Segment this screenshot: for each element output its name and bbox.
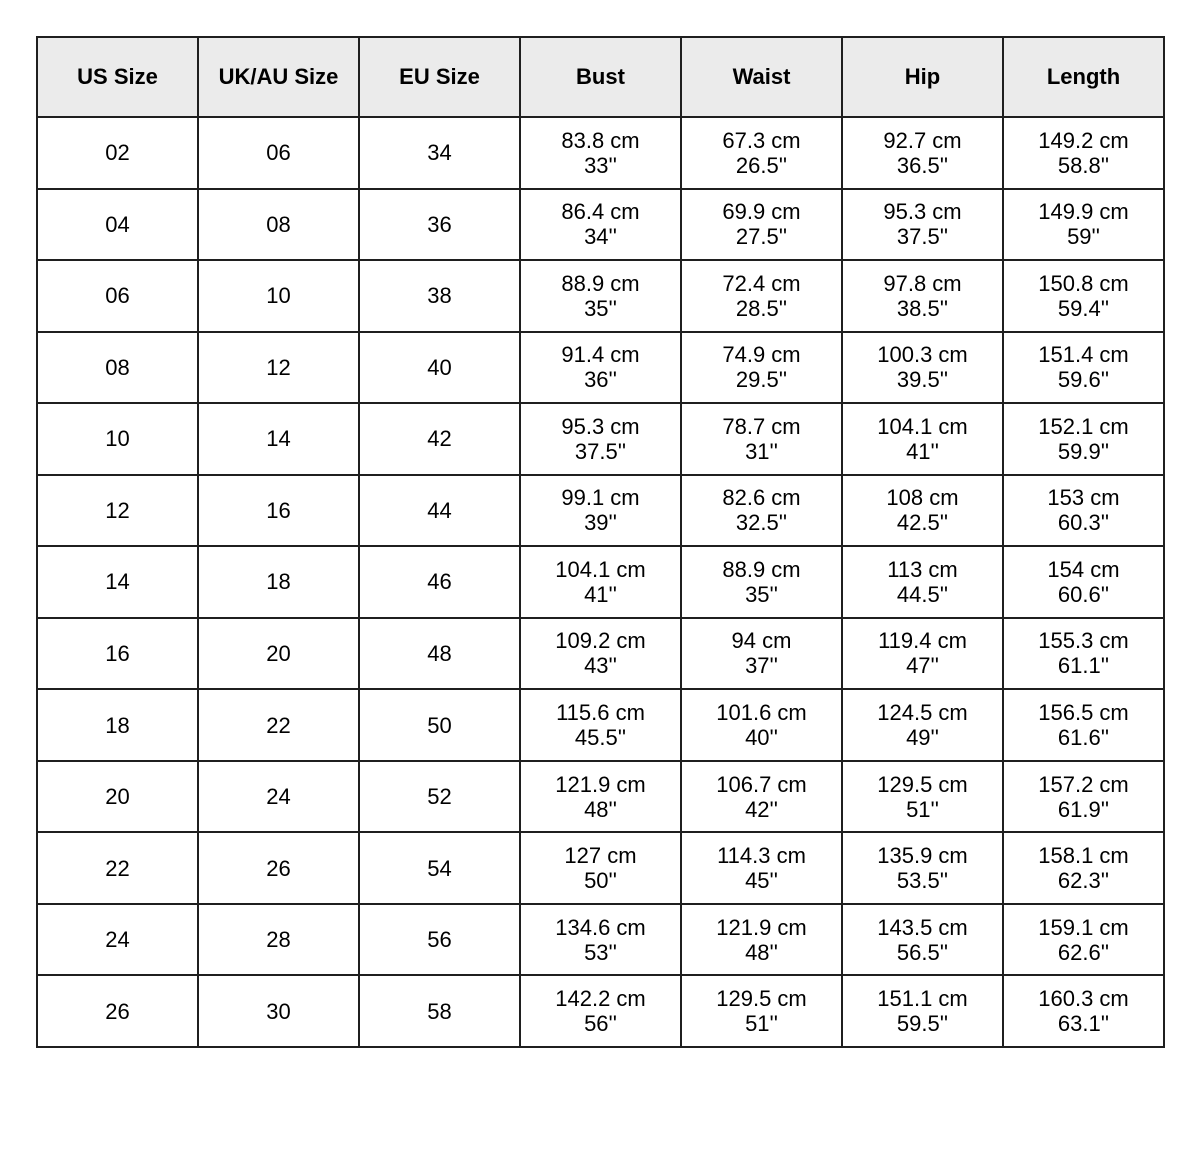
eu-size-cell: 42 — [359, 403, 520, 475]
us-size-cell: 22 — [37, 832, 198, 904]
cm-value: 150.8 cm — [1038, 270, 1129, 296]
uk-au-size-cell: 20 — [198, 618, 359, 690]
length-cell — [1003, 189, 1164, 261]
hip-cell — [842, 260, 1003, 332]
inch-value: 61.9'' — [1057, 796, 1110, 822]
cm-value: 69.9 cm — [722, 199, 801, 225]
eu-size-cell: 40 — [359, 332, 520, 404]
inch-value: 56'' — [584, 1011, 617, 1037]
cm-value: 156.5 cm — [1038, 700, 1129, 726]
cm-value: 119.4 cm — [878, 628, 967, 654]
cm-value: 153 cm — [1047, 485, 1120, 511]
length-cell — [1003, 761, 1164, 833]
cm-value: 99.1 cm — [561, 485, 640, 511]
header-length: Length — [1003, 37, 1164, 117]
waist-cell — [681, 689, 842, 761]
inch-value: 45.5'' — [574, 725, 627, 751]
bust-cell — [520, 403, 681, 475]
inch-value: 28.5'' — [735, 295, 788, 321]
cm-value: 95.3 cm — [561, 413, 640, 439]
cm-value: 154 cm — [1047, 556, 1120, 582]
bust-cell — [520, 117, 681, 189]
cm-value: 74.9 cm — [722, 342, 801, 368]
bust-cell — [520, 832, 681, 904]
header-us-size: US Size — [37, 37, 198, 117]
inch-value: 38.5'' — [896, 295, 949, 321]
uk-au-size-cell: 30 — [198, 975, 359, 1047]
cm-value: 129.5 cm — [877, 771, 968, 797]
us-size-cell: 08 — [37, 332, 198, 404]
cm-value: 109.2 cm — [555, 628, 646, 654]
inch-value: 58.8'' — [1057, 152, 1110, 178]
cm-value: 114.3 cm — [717, 843, 806, 869]
header-waist: Waist — [681, 37, 842, 117]
length-cell — [1003, 904, 1164, 976]
eu-size-cell: 34 — [359, 117, 520, 189]
bust-cell — [520, 689, 681, 761]
eu-size-cell: 58 — [359, 975, 520, 1047]
cm-value: 92.7 cm — [883, 127, 962, 153]
cm-value: 88.9 cm — [561, 270, 640, 296]
table-row — [37, 761, 1164, 833]
inch-value: 42'' — [745, 796, 778, 822]
inch-value: 34'' — [584, 224, 617, 250]
header-eu-size: EU Size — [359, 37, 520, 117]
cm-value: 121.9 cm — [716, 914, 807, 940]
cm-value: 106.7 cm — [716, 771, 807, 797]
hip-cell — [842, 475, 1003, 547]
inch-value: 39.5'' — [896, 367, 949, 393]
length-cell — [1003, 475, 1164, 547]
header-uk-au-size: UK/AU Size — [198, 37, 359, 117]
bust-cell — [520, 546, 681, 618]
cm-value: 88.9 cm — [722, 556, 801, 582]
inch-value: 27.5'' — [735, 224, 788, 250]
bust-cell — [520, 975, 681, 1047]
hip-cell — [842, 618, 1003, 690]
cm-value: 134.6 cm — [555, 914, 646, 940]
cm-value: 149.2 cm — [1038, 127, 1129, 153]
uk-au-size-cell: 06 — [198, 117, 359, 189]
cm-value: 124.5 cm — [877, 700, 968, 726]
cm-value: 158.1 cm — [1038, 843, 1129, 869]
length-cell — [1003, 117, 1164, 189]
cm-value: 83.8 cm — [561, 127, 640, 153]
cm-value: 142.2 cm — [555, 986, 646, 1012]
inch-value: 29.5'' — [735, 367, 788, 393]
waist-cell — [681, 403, 842, 475]
waist-cell — [681, 904, 842, 976]
inch-value: 48'' — [584, 796, 617, 822]
inch-value: 50'' — [584, 868, 617, 894]
cm-value: 91.4 cm — [561, 342, 640, 368]
cm-value: 151.1 cm — [877, 986, 968, 1012]
table-row — [37, 546, 1164, 618]
table-row — [37, 689, 1164, 761]
inch-value: 40'' — [745, 725, 778, 751]
cm-value: 97.8 cm — [883, 270, 962, 296]
hip-cell — [842, 689, 1003, 761]
waist-cell — [681, 761, 842, 833]
table-row — [37, 117, 1164, 189]
hip-cell — [842, 332, 1003, 404]
inch-value: 59.6'' — [1057, 367, 1110, 393]
uk-au-size-cell: 12 — [198, 332, 359, 404]
inch-value: 35'' — [745, 581, 778, 607]
inch-value: 59.9'' — [1057, 438, 1110, 464]
eu-size-cell: 48 — [359, 618, 520, 690]
size-chart-table — [36, 36, 1165, 1048]
cm-value: 104.1 cm — [877, 413, 968, 439]
us-size-cell: 24 — [37, 904, 198, 976]
inch-value: 48'' — [745, 939, 778, 965]
inch-value: 53'' — [584, 939, 617, 965]
uk-au-size-cell: 10 — [198, 260, 359, 332]
table-header — [37, 37, 1164, 117]
inch-value: 59'' — [1067, 224, 1100, 250]
us-size-cell: 10 — [37, 403, 198, 475]
length-cell — [1003, 546, 1164, 618]
inch-value: 31'' — [745, 438, 778, 464]
inch-value: 47'' — [906, 653, 939, 679]
uk-au-size-cell: 14 — [198, 403, 359, 475]
bust-cell — [520, 189, 681, 261]
table-row — [37, 618, 1164, 690]
us-size-cell: 02 — [37, 117, 198, 189]
table-row — [37, 403, 1164, 475]
hip-cell — [842, 546, 1003, 618]
us-size-cell: 26 — [37, 975, 198, 1047]
inch-value: 41'' — [906, 438, 939, 464]
eu-size-cell: 46 — [359, 546, 520, 618]
eu-size-cell: 56 — [359, 904, 520, 976]
cm-value: 143.5 cm — [877, 914, 968, 940]
cm-value: 113 cm — [887, 556, 958, 582]
length-cell — [1003, 975, 1164, 1047]
hip-cell — [842, 189, 1003, 261]
inch-value: 61.6'' — [1057, 725, 1110, 751]
hip-cell — [842, 117, 1003, 189]
inch-value: 37.5'' — [896, 224, 949, 250]
cm-value: 129.5 cm — [716, 986, 807, 1012]
length-cell — [1003, 618, 1164, 690]
us-size-cell: 18 — [37, 689, 198, 761]
uk-au-size-cell: 24 — [198, 761, 359, 833]
waist-cell — [681, 546, 842, 618]
waist-cell — [681, 117, 842, 189]
cm-value: 115.6 cm — [556, 700, 645, 726]
bust-cell — [520, 332, 681, 404]
bust-cell — [520, 260, 681, 332]
cm-value: 104.1 cm — [555, 556, 646, 582]
table-row — [37, 975, 1164, 1047]
us-size-cell: 20 — [37, 761, 198, 833]
cm-value: 157.2 cm — [1038, 771, 1129, 797]
uk-au-size-cell: 26 — [198, 832, 359, 904]
inch-value: 39'' — [584, 510, 617, 536]
hip-cell — [842, 403, 1003, 475]
inch-value: 62.6'' — [1057, 939, 1110, 965]
eu-size-cell: 54 — [359, 832, 520, 904]
cm-value: 127 cm — [564, 843, 637, 869]
bust-cell — [520, 475, 681, 547]
uk-au-size-cell: 22 — [198, 689, 359, 761]
waist-cell — [681, 332, 842, 404]
bust-cell — [520, 618, 681, 690]
inch-value: 60.6'' — [1057, 581, 1110, 607]
cm-value: 135.9 cm — [877, 843, 968, 869]
eu-size-cell: 50 — [359, 689, 520, 761]
header-hip: Hip — [842, 37, 1003, 117]
cm-value: 155.3 cm — [1038, 628, 1129, 654]
inch-value: 61.1'' — [1057, 653, 1110, 679]
hip-cell — [842, 975, 1003, 1047]
inch-value: 42.5'' — [896, 510, 949, 536]
inch-value: 36.5'' — [896, 152, 949, 178]
length-cell — [1003, 332, 1164, 404]
header-row — [37, 37, 1164, 117]
waist-cell — [681, 260, 842, 332]
eu-size-cell: 36 — [359, 189, 520, 261]
us-size-cell: 16 — [37, 618, 198, 690]
cm-value: 160.3 cm — [1038, 986, 1129, 1012]
cm-value: 149.9 cm — [1038, 199, 1129, 225]
inch-value: 43'' — [584, 653, 617, 679]
us-size-cell: 14 — [37, 546, 198, 618]
table-body — [37, 117, 1164, 1047]
table-row — [37, 832, 1164, 904]
table-row — [37, 904, 1164, 976]
table-row — [37, 189, 1164, 261]
inch-value: 59.5'' — [896, 1011, 949, 1037]
table-row — [37, 475, 1164, 547]
cm-value: 152.1 cm — [1038, 413, 1129, 439]
hip-cell — [842, 904, 1003, 976]
waist-cell — [681, 189, 842, 261]
cm-value: 108 cm — [886, 485, 959, 511]
inch-value: 41'' — [584, 581, 617, 607]
bust-cell — [520, 761, 681, 833]
eu-size-cell: 52 — [359, 761, 520, 833]
cm-value: 67.3 cm — [722, 127, 801, 153]
us-size-cell: 12 — [37, 475, 198, 547]
cm-value: 95.3 cm — [883, 199, 962, 225]
uk-au-size-cell: 16 — [198, 475, 359, 547]
inch-value: 51'' — [745, 1011, 778, 1037]
inch-value: 53.5'' — [896, 868, 949, 894]
uk-au-size-cell: 18 — [198, 546, 359, 618]
inch-value: 32.5'' — [735, 510, 788, 536]
cm-value: 78.7 cm — [722, 413, 801, 439]
header-bust: Bust — [520, 37, 681, 117]
table-row — [37, 260, 1164, 332]
inch-value: 37'' — [745, 653, 778, 679]
inch-value: 62.3'' — [1057, 868, 1110, 894]
length-cell — [1003, 260, 1164, 332]
inch-value: 45'' — [745, 868, 778, 894]
inch-value: 63.1'' — [1057, 1011, 1110, 1037]
uk-au-size-cell: 28 — [198, 904, 359, 976]
inch-value: 36'' — [584, 367, 617, 393]
inch-value: 49'' — [906, 725, 939, 751]
length-cell — [1003, 403, 1164, 475]
inch-value: 44.5'' — [896, 581, 949, 607]
inch-value: 35'' — [584, 295, 617, 321]
waist-cell — [681, 832, 842, 904]
us-size-cell: 06 — [37, 260, 198, 332]
waist-cell — [681, 475, 842, 547]
cm-value: 82.6 cm — [722, 485, 801, 511]
hip-cell — [842, 832, 1003, 904]
inch-value: 59.4'' — [1057, 295, 1110, 321]
cm-value: 101.6 cm — [716, 700, 807, 726]
table-row — [37, 332, 1164, 404]
cm-value: 121.9 cm — [555, 771, 646, 797]
waist-cell — [681, 618, 842, 690]
bust-cell — [520, 904, 681, 976]
inch-value: 56.5'' — [896, 939, 949, 965]
inch-value: 51'' — [906, 796, 939, 822]
uk-au-size-cell: 08 — [198, 189, 359, 261]
inch-value: 26.5'' — [735, 152, 788, 178]
cm-value: 72.4 cm — [722, 270, 801, 296]
eu-size-cell: 38 — [359, 260, 520, 332]
cm-value: 86.4 cm — [561, 199, 640, 225]
inch-value: 37.5'' — [574, 438, 627, 464]
eu-size-cell: 44 — [359, 475, 520, 547]
inch-value: 60.3'' — [1057, 510, 1110, 536]
waist-cell — [681, 975, 842, 1047]
cm-value: 151.4 cm — [1038, 342, 1129, 368]
hip-cell — [842, 761, 1003, 833]
inch-value: 33'' — [584, 152, 617, 178]
length-cell — [1003, 832, 1164, 904]
cm-value: 94 cm — [731, 628, 792, 654]
length-cell — [1003, 689, 1164, 761]
cm-value: 100.3 cm — [877, 342, 968, 368]
cm-value: 159.1 cm — [1038, 914, 1129, 940]
us-size-cell: 04 — [37, 189, 198, 261]
